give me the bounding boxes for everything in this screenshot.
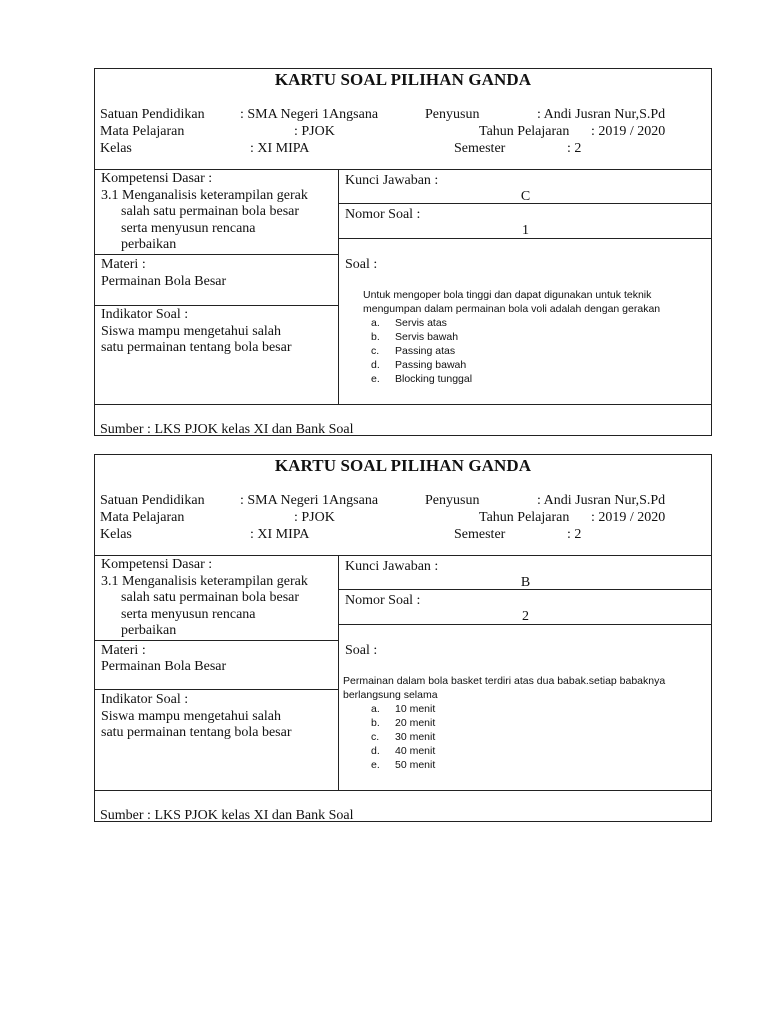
soal-label: Soal :: [345, 643, 378, 658]
option-c: [371, 731, 435, 745]
divider: [95, 689, 338, 690]
tahun-value: : 2019 / 2020: [591, 124, 666, 139]
satuan-label: Satuan Pendidikan: [100, 493, 205, 508]
materi-value: Permainan Bola Besar: [101, 274, 227, 289]
satuan-value: : SMA Negeri 1Angsana: [240, 493, 379, 508]
option-d: [371, 745, 435, 759]
kompetensi-text: serta menyusun rencana: [121, 220, 256, 236]
option-c: [371, 345, 455, 359]
semester-label: Semester: [454, 141, 506, 156]
card-title: KARTU SOAL PILIHAN GANDA: [274, 456, 532, 475]
semester-value: : 2: [567, 527, 582, 542]
kelas-label: Kelas: [100, 527, 132, 542]
option-text: 20 menit: [395, 717, 436, 729]
kompetensi-text: 3.1 Menganalisis keterampilan gerak: [101, 187, 308, 203]
divider: [95, 305, 338, 306]
option-letter: b.: [371, 331, 380, 343]
indikator-text: satu permainan tentang bola besar: [101, 725, 292, 740]
question-text: Permainan dalam bola basket terdiri atas dua babak.setiap babaknya berlangsung selama: [343, 675, 666, 701]
kunci-label: Kunci Jawaban :: [345, 559, 439, 574]
option-text: Servis bawah: [395, 331, 459, 343]
tahun-label: Tahun Pelajaran: [479, 510, 570, 525]
option-text: Servis atas: [395, 317, 447, 329]
nomor-label: Nomor Soal :: [345, 207, 421, 222]
divider: [95, 254, 338, 255]
materi-label: Materi :: [101, 643, 146, 658]
semester-value: : 2: [567, 141, 582, 156]
option-a: [371, 317, 447, 331]
semester-label: Semester: [454, 527, 506, 542]
soal-label: Soal :: [345, 257, 378, 272]
question-text: Untuk mengoper bola tinggi dan dapat digunakan untuk teknik mengumpan dalam permainan bola voli adalah dengan gerakan: [363, 289, 661, 315]
divider: [95, 169, 711, 170]
option-text: Passing atas: [395, 345, 456, 357]
kompetensi-text: 3.1 Menganalisis keterampilan gerak: [101, 573, 308, 589]
kunci-label: Kunci Jawaban :: [345, 173, 439, 188]
sumber-text: Sumber : LKS PJOK kelas XI dan Bank Soal: [100, 422, 354, 437]
option-letter: d.: [371, 745, 380, 757]
option-letter: e.: [371, 759, 380, 771]
materi-value: Permainan Bola Besar: [101, 659, 227, 674]
option-b: [371, 331, 458, 345]
option-letter: a.: [371, 317, 380, 329]
divider: [95, 640, 338, 641]
option-text: 10 menit: [395, 703, 436, 715]
kompetensi-text: perbaikan: [121, 623, 177, 638]
option-b: [371, 717, 435, 731]
indikator-label: Indikator Soal :: [101, 307, 189, 322]
mapel-label: Mata Pelajaran: [100, 510, 185, 525]
tahun-value: : 2019 / 2020: [591, 510, 666, 525]
option-text: 30 menit: [395, 731, 436, 743]
kompetensi-section: [101, 171, 335, 254]
tahun-label: Tahun Pelajaran: [479, 124, 570, 139]
indikator-section: [101, 692, 335, 742]
materi-label: Materi :: [101, 257, 146, 272]
divider: [95, 404, 711, 405]
kompetensi-text: perbaikan: [121, 237, 177, 252]
question-card-2: [94, 454, 712, 822]
indikator-label: Indikator Soal :: [101, 692, 189, 707]
nomor-value: 1: [522, 223, 529, 238]
penyusun-value: : Andi Jusran Nur,S.Pd: [537, 107, 666, 122]
question-card-1: [94, 68, 712, 436]
indikator-text: Siswa mampu mengetahui salah: [101, 708, 282, 724]
indikator-text: satu permainan tentang bola besar: [101, 340, 292, 355]
option-d: [371, 359, 466, 373]
kompetensi-label: Kompetensi Dasar :: [101, 557, 213, 572]
mapel-label: Mata Pelajaran: [100, 124, 185, 139]
option-letter: c.: [371, 345, 380, 357]
penyusun-label: Penyusun: [425, 107, 480, 122]
mapel-value: : PJOK: [294, 510, 335, 525]
option-text: 40 menit: [395, 745, 436, 757]
kompetensi-section: [101, 557, 335, 640]
divider: [95, 555, 711, 556]
nomor-label: Nomor Soal :: [345, 593, 421, 608]
indikator-text: Siswa mampu mengetahui salah: [101, 323, 282, 339]
nomor-value: 2: [522, 609, 529, 624]
divider: [95, 790, 711, 791]
kelas-value: : XI MIPA: [250, 141, 310, 156]
mapel-value: : PJOK: [294, 124, 335, 139]
sumber-text: Sumber : LKS PJOK kelas XI dan Bank Soal: [100, 808, 354, 823]
kompetensi-text: serta menyusun rencana: [121, 606, 256, 622]
satuan-label: Satuan Pendidikan: [100, 107, 205, 122]
option-text: Blocking tunggal: [395, 373, 473, 385]
kunci-value: C: [520, 189, 531, 204]
option-text: 50 menit: [395, 759, 436, 771]
option-letter: b.: [371, 717, 380, 729]
option-e: [371, 759, 435, 773]
kompetensi-label: Kompetensi Dasar :: [101, 171, 213, 186]
card-title: KARTU SOAL PILIHAN GANDA: [274, 70, 532, 89]
penyusun-value: : Andi Jusran Nur,S.Pd: [537, 493, 666, 508]
option-a: [371, 703, 435, 717]
option-text: Passing bawah: [395, 359, 467, 371]
option-letter: a.: [371, 703, 380, 715]
option-letter: c.: [371, 731, 380, 743]
kunci-value: B: [520, 575, 531, 590]
option-letter: e.: [371, 373, 380, 385]
indikator-section: [101, 307, 335, 357]
option-letter: d.: [371, 359, 380, 371]
penyusun-label: Penyusun: [425, 493, 480, 508]
satuan-value: : SMA Negeri 1Angsana: [240, 107, 379, 122]
kompetensi-text: salah satu permainan bola besar: [121, 204, 300, 219]
kelas-label: Kelas: [100, 141, 132, 156]
kompetensi-text: salah satu permainan bola besar: [121, 590, 300, 605]
kelas-value: : XI MIPA: [250, 527, 310, 542]
option-e: [371, 373, 472, 387]
